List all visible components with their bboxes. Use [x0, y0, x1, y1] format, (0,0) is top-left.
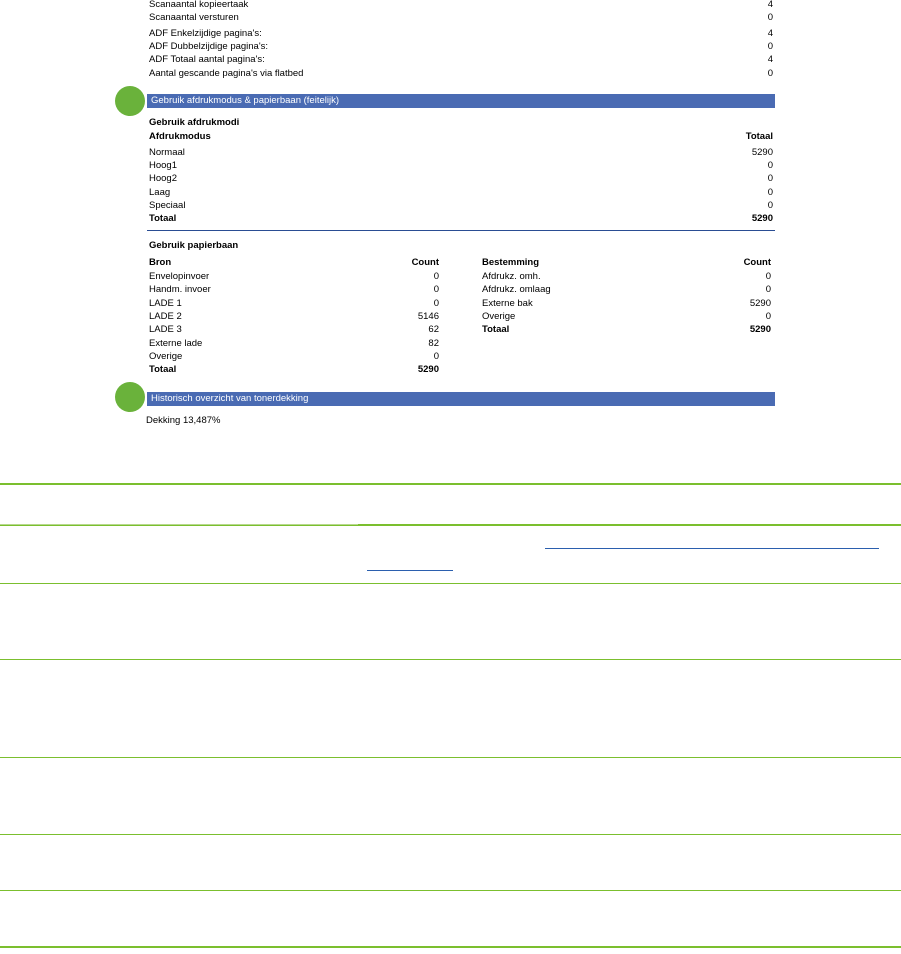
table-row	[482, 283, 771, 296]
section-subtitle: Gebruik papierbaan	[149, 240, 239, 251]
row-label: Totaal	[149, 364, 177, 375]
row-value: 0	[765, 311, 771, 322]
row-label: ADF Totaal aantal pagina's:	[149, 54, 265, 65]
table-header	[482, 256, 771, 269]
row-value: 0	[767, 68, 773, 79]
toner-coverage: Dekking 13,487%	[146, 415, 221, 426]
row-value: 0	[767, 173, 773, 184]
table-row-rule	[0, 890, 901, 891]
row-label: ADF Dubbelzijdige pagina's:	[149, 41, 269, 52]
row-label: Externe lade	[149, 338, 203, 349]
table-row	[149, 337, 439, 350]
row-label: ADF Enkelzijdige pagina's:	[149, 28, 262, 39]
report-row	[149, 27, 773, 40]
table-total-row	[149, 212, 773, 225]
table-top-rule	[0, 483, 901, 485]
row-label: Overige	[482, 311, 516, 322]
table-row	[149, 297, 439, 310]
section-band: Historisch overzicht van tonerdekking	[147, 392, 775, 406]
row-label: LADE 1	[149, 298, 182, 309]
row-value: 0	[433, 298, 439, 309]
table-row	[149, 159, 773, 172]
column-header: Bron	[149, 257, 172, 268]
column-header: Bestemming	[482, 257, 540, 268]
row-label: LADE 3	[149, 324, 182, 335]
row-label: Overige	[149, 351, 183, 362]
row-value: 0	[767, 187, 773, 198]
report-row	[149, 0, 773, 11]
row-value: 5290	[751, 147, 773, 158]
column-header: Count	[411, 257, 439, 268]
report-row	[149, 67, 773, 80]
row-label: Aantal gescande pagina's via flatbed	[149, 68, 304, 79]
row-label: Externe bak	[482, 298, 533, 309]
row-label: Totaal	[149, 213, 177, 224]
row-value: 0	[767, 200, 773, 211]
row-label: Normaal	[149, 147, 185, 158]
row-label: Handm. invoer	[149, 284, 211, 295]
table-row-rule	[0, 583, 901, 584]
table-row	[149, 283, 439, 296]
row-label: Speciaal	[149, 200, 186, 211]
row-value: 5290	[749, 324, 771, 335]
table-row-rule	[0, 757, 901, 758]
row-value: 4	[767, 0, 773, 10]
section-band: Gebruik afdrukmodus & papierbaan (feitelijk)	[147, 94, 775, 108]
row-label: LADE 2	[149, 311, 182, 322]
row-value: 0	[765, 271, 771, 282]
table-row	[149, 146, 773, 159]
table-total-row	[482, 323, 771, 336]
column-header: Afdrukmodus	[149, 131, 211, 142]
row-value: 4	[767, 28, 773, 39]
table-row	[482, 297, 771, 310]
table-total-row	[149, 363, 439, 376]
divider	[105, 524, 358, 525]
table-row	[149, 199, 773, 212]
table-bottom-rule	[0, 946, 901, 948]
row-value: 5290	[417, 364, 439, 375]
table-header	[149, 130, 773, 143]
report-row	[149, 53, 773, 66]
row-value: 5146	[417, 311, 439, 322]
row-label: Afdrukz. omlaag	[482, 284, 551, 295]
row-value: 62	[428, 324, 439, 335]
row-value: 0	[767, 41, 773, 52]
row-value: 0	[433, 284, 439, 295]
table-row	[149, 310, 439, 323]
link-underline[interactable]	[545, 548, 879, 549]
table-row-rule	[0, 659, 901, 660]
table-row	[149, 350, 439, 363]
row-label: Afdrukz. omh.	[482, 271, 541, 282]
row-value: 0	[433, 351, 439, 362]
row-label: Hoog2	[149, 173, 177, 184]
row-label: Laag	[149, 187, 171, 198]
callout-marker	[115, 86, 145, 116]
row-value: 0	[765, 284, 771, 295]
row-label: Scanaantal versturen	[149, 12, 239, 23]
column-header: Totaal	[745, 131, 773, 142]
table-row	[149, 270, 439, 283]
divider	[147, 230, 775, 231]
table-row	[482, 270, 771, 283]
row-value: 82	[428, 338, 439, 349]
callout-marker	[115, 382, 145, 412]
table-row	[149, 323, 439, 336]
row-label: Envelopinvoer	[149, 271, 210, 282]
section-subtitle: Gebruik afdrukmodi	[149, 117, 240, 128]
row-value: 4	[767, 54, 773, 65]
table-row	[149, 186, 773, 199]
table-row	[482, 310, 771, 323]
row-label: Totaal	[482, 324, 510, 335]
column-header: Count	[743, 257, 771, 268]
report-row	[149, 11, 773, 24]
link-underline[interactable]	[367, 570, 453, 571]
report-row	[149, 40, 773, 53]
table-row	[149, 172, 773, 185]
row-value: 0	[767, 12, 773, 23]
table-row-rule	[0, 834, 901, 835]
row-label: Hoog1	[149, 160, 177, 171]
row-value: 0	[433, 271, 439, 282]
table-header	[149, 256, 439, 269]
row-label: Scanaantal kopieertaak	[149, 0, 249, 10]
row-value: 5290	[751, 213, 773, 224]
row-value: 0	[767, 160, 773, 171]
row-value: 5290	[749, 298, 771, 309]
divider	[0, 524, 105, 525]
